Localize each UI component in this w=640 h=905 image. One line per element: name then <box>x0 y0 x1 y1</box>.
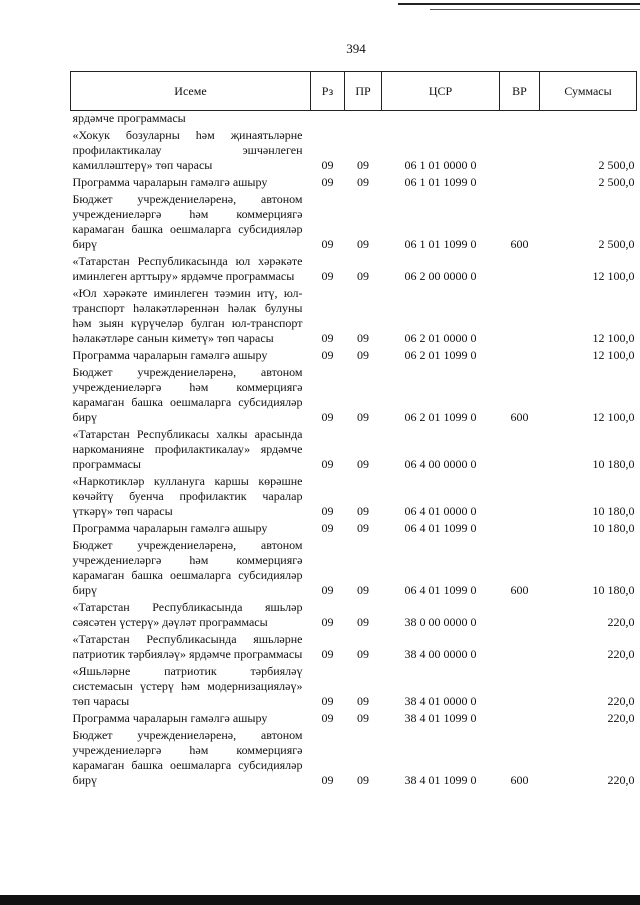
table-row <box>71 538 637 600</box>
cell-csr: 38 4 01 1099 0 <box>404 711 477 725</box>
cell-sum: 10 180,0 <box>592 457 635 471</box>
cell-sum: 2 500,0 <box>598 175 635 189</box>
cell-name: «Хокук бозуларны һәм җинаятьләрне профилактикалау эшчәнлеген камилләштерү» төп чарасы <box>72 128 303 172</box>
cell-sum: 12 100,0 <box>592 331 635 345</box>
cell-rz: 09 <box>321 158 334 172</box>
cell-rz: 09 <box>321 615 334 629</box>
cell-rz: 09 <box>321 694 334 708</box>
cell-name: «Татарстан Республикасында юл хәрәкәте иминлеген арттыру» ярдәмче программасы <box>72 254 303 283</box>
cell-rz: 09 <box>321 521 334 535</box>
cell-sum: 220,0 <box>607 694 635 708</box>
table-row <box>71 286 637 348</box>
cell-name: «Наркотикләр кулланугa каршы көрәшне көчәйтү буенча профилактик чаралар үткәрү» төп чарасы <box>72 474 303 518</box>
cell-csr: 38 4 01 0000 0 <box>404 694 477 708</box>
cell-vr <box>500 111 540 129</box>
table-row <box>71 111 637 129</box>
cell-vr <box>500 175 540 192</box>
table-row <box>71 427 637 474</box>
cell-vr <box>500 711 540 728</box>
cell-csr: 38 0 00 0000 0 <box>404 615 477 629</box>
top-rule <box>398 3 640 5</box>
cell-csr: 06 4 01 1099 0 <box>404 583 477 597</box>
cell-name: Бюджет учреждениеләренә, автоном учреждениеләргә һәм коммерциягә карамаган башка оешмаларга субсидияләр бирү <box>72 538 303 597</box>
cell-sum: 220,0 <box>607 647 635 661</box>
cell-vr <box>500 632 540 664</box>
cell-pr: 09 <box>357 158 369 172</box>
cell-pr: 09 <box>357 615 369 629</box>
cell-rz: 09 <box>321 504 334 518</box>
cell-pr: 09 <box>357 175 369 189</box>
cell-vr <box>500 286 540 348</box>
cell-pr: 09 <box>357 504 369 518</box>
cell-vr: 600 <box>510 237 529 251</box>
cell-vr: 600 <box>510 773 529 787</box>
cell-csr: 06 1 01 0000 0 <box>404 158 477 172</box>
cell-vr <box>500 348 540 365</box>
cell-pr: 09 <box>357 711 369 725</box>
cell-rz: 09 <box>321 237 334 251</box>
cell-csr: 06 4 01 0000 0 <box>404 504 477 518</box>
cell-rz: 09 <box>321 331 334 345</box>
cell-name: Программа чараларын гамәлгә ашыру <box>72 521 268 535</box>
table-row <box>71 521 637 538</box>
table-row <box>71 632 637 664</box>
table-body <box>71 111 637 791</box>
cell-pr <box>345 111 382 129</box>
header-rz: Рз <box>311 72 345 111</box>
table-row <box>71 128 637 175</box>
cell-csr: 06 1 01 1099 0 <box>404 175 477 189</box>
cell-name: «Татарстан Республикасы халкы арасында наркоманияне профилактикалау» ярдәмче программасы <box>72 427 303 471</box>
bottom-border-bar <box>0 895 640 905</box>
cell-csr: 06 4 00 0000 0 <box>404 457 477 471</box>
cell-rz: 09 <box>321 269 334 283</box>
cell-csr: 38 4 01 1099 0 <box>404 773 477 787</box>
cell-csr: 06 2 01 1099 0 <box>404 410 477 424</box>
cell-csr: 06 2 01 1099 0 <box>404 348 477 362</box>
cell-rz: 09 <box>321 583 334 597</box>
cell-vr <box>500 521 540 538</box>
cell-vr <box>500 600 540 632</box>
cell-vr <box>500 664 540 711</box>
cell-name: «Татарстан Республикасында яшьләр сәясәтен үстерү» дәүләт программасы <box>72 600 303 629</box>
cell-vr: 600 <box>510 410 529 424</box>
cell-sum: 220,0 <box>607 615 635 629</box>
cell-csr: 06 1 01 1099 0 <box>404 237 477 251</box>
top-rule-thin <box>430 9 640 10</box>
cell-sum: 10 180,0 <box>592 583 635 597</box>
cell-name: ярдәмче программасы <box>72 111 186 125</box>
cell-pr: 09 <box>357 269 369 283</box>
cell-rz: 09 <box>321 647 334 661</box>
cell-pr: 09 <box>357 773 369 787</box>
cell-name: Программа чараларын гамәлгә ашыру <box>72 175 268 189</box>
cell-sum <box>540 111 637 129</box>
header-name: Исеме <box>71 72 311 111</box>
table-row <box>71 192 637 254</box>
cell-rz: 09 <box>321 711 334 725</box>
cell-rz <box>311 111 345 129</box>
cell-rz: 09 <box>321 348 334 362</box>
cell-vr <box>500 254 540 286</box>
table-row <box>71 474 637 521</box>
cell-pr: 09 <box>357 410 369 424</box>
cell-sum: 2 500,0 <box>598 237 635 251</box>
cell-sum: 220,0 <box>607 711 635 725</box>
header-pr: ПР <box>345 72 382 111</box>
cell-pr: 09 <box>357 348 369 362</box>
cell-pr: 09 <box>357 331 369 345</box>
cell-csr: 06 2 00 0000 0 <box>404 269 477 283</box>
table-row <box>71 365 637 427</box>
table-row <box>71 175 637 192</box>
cell-csr: 06 4 01 1099 0 <box>404 521 477 535</box>
cell-pr: 09 <box>357 457 369 471</box>
cell-sum: 2 500,0 <box>598 158 635 172</box>
header-csr: ЦСР <box>382 72 500 111</box>
table-row <box>71 711 637 728</box>
cell-name: Программа чараларын гамәлгә ашыру <box>72 711 268 725</box>
cell-sum: 12 100,0 <box>592 269 635 283</box>
cell-sum: 10 180,0 <box>592 504 635 518</box>
cell-pr: 09 <box>357 521 369 535</box>
cell-vr <box>500 427 540 474</box>
cell-name: Программа чараларын гамәлгә ашыру <box>72 348 268 362</box>
table-row <box>71 254 637 286</box>
header-vr: ВР <box>500 72 540 111</box>
cell-name: «Яшьләрне патриотик тәрбияләү системасын үстерү һәм модернизацияләү» төп чарасы <box>72 664 303 708</box>
page-number: 394 <box>346 41 366 56</box>
cell-rz: 09 <box>321 175 334 189</box>
cell-pr: 09 <box>357 694 369 708</box>
cell-name: Бюджет учреждениеләренә, автоном учреждениеләргә һәм коммерциягә карамаган башка оешмаларга субсидияләр бирү <box>72 192 303 251</box>
cell-pr: 09 <box>357 583 369 597</box>
cell-name: «Юл хәрәкәте иминлеген тәэмин итү, юл-транспорт һәлакәтләреннән һәлак булуны һәм зыян күрүчеләр булган юл-транспорт һәлакәтләре санын киметү» төп чарасы <box>72 286 303 345</box>
cell-rz: 09 <box>321 773 334 787</box>
cell-csr: 06 2 01 0000 0 <box>404 331 477 345</box>
table-row <box>71 600 637 632</box>
cell-sum: 220,0 <box>607 773 635 787</box>
table-header-row <box>71 72 637 111</box>
budget-table <box>70 71 637 790</box>
cell-sum: 10 180,0 <box>592 521 635 535</box>
cell-vr <box>500 474 540 521</box>
cell-csr: 38 4 00 0000 0 <box>404 647 477 661</box>
cell-sum: 12 100,0 <box>592 348 635 362</box>
cell-name: Бюджет учреждениеләренә, автоном учреждениеләргә һәм коммерциягә карамаган башка оешмаларга субсидияләр бирү <box>72 728 303 787</box>
cell-name: Бюджет учреждениеләренә, автоном учреждениеләргә һәм коммерциягә карамаган башка оешмаларга субсидияләр бирү <box>72 365 303 424</box>
cell-name: «Татарстан Республикасында яшьләрне патриотик тәрбияләү» ярдәмче программасы <box>72 632 303 661</box>
cell-sum: 12 100,0 <box>592 410 635 424</box>
table-row <box>71 728 637 790</box>
cell-csr <box>382 111 500 129</box>
table-row <box>71 348 637 365</box>
header-sum: Суммасы <box>540 72 637 111</box>
cell-vr: 600 <box>510 583 529 597</box>
cell-pr: 09 <box>357 647 369 661</box>
cell-vr <box>500 128 540 175</box>
table-row <box>71 664 637 711</box>
cell-pr: 09 <box>357 237 369 251</box>
cell-rz: 09 <box>321 457 334 471</box>
cell-rz: 09 <box>321 410 334 424</box>
